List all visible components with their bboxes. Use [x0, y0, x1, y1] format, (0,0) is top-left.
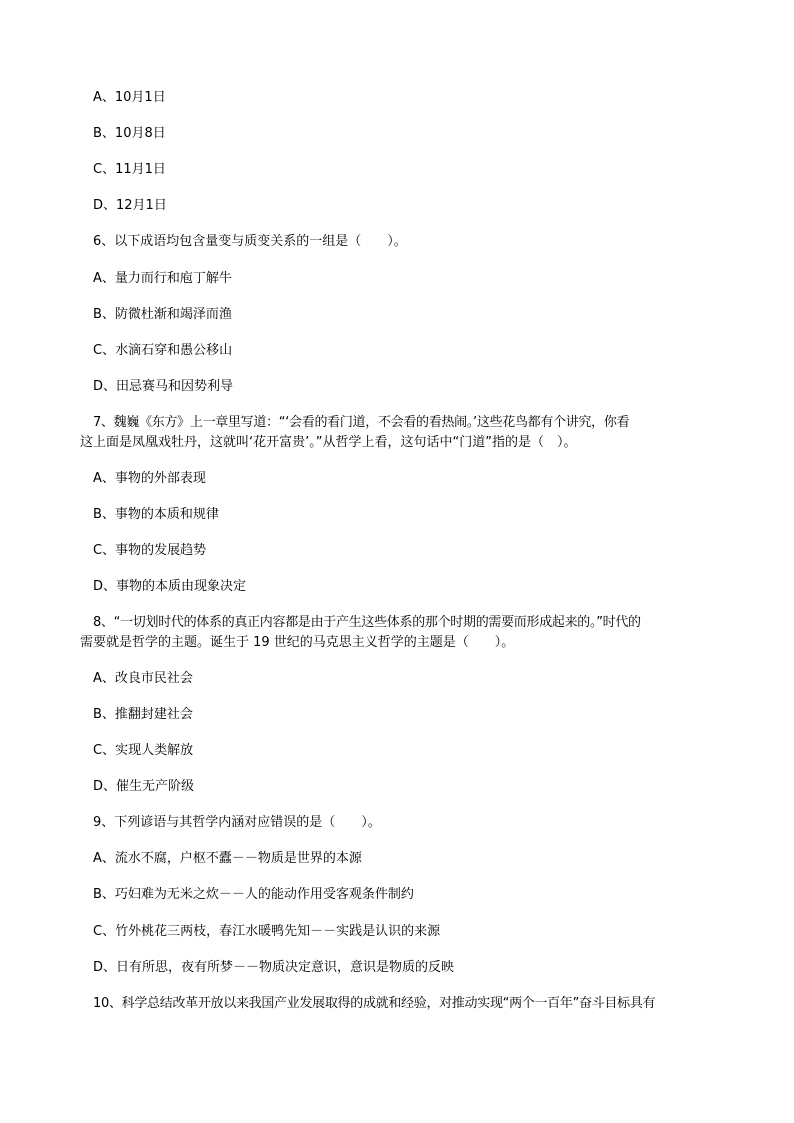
question-text-line1: 8、“一切划时代的体系的真正内容都是由于产生这些体系的那个时期的需要而形成起来的。”时代的: [93, 615, 641, 630]
question-text: 9、下列谚语与其哲学内涵对应错误的是（ ）。: [93, 815, 381, 830]
option-c: C、水滴石穿和愚公移山: [93, 343, 233, 358]
option-b: B、事物的本质和规律: [93, 507, 219, 522]
option-b: B、10月8日: [93, 126, 166, 141]
option-b: B、巧妇难为无米之炊－－人的能动作用受客观条件制约: [93, 887, 414, 902]
question-text-line1: 10、科学总结改革开放以来我国产业发展取得的成就和经验，对推动实现“两个一百年”奋斗目标具有: [93, 996, 656, 1011]
option-d: D、催生无产阶级: [93, 779, 195, 794]
option-a: A、事物的外部表现: [93, 471, 206, 486]
option-b: B、推翻封建社会: [93, 707, 193, 722]
question-text-line2: 需要就是哲学的主题。诞生于 19 世纪的马克思主义哲学的主题是（ ）。: [80, 635, 515, 650]
question-text-line1: 7、魏巍《东方》上一章里写道：“‘会看的看门道，不会看的看热闹。’这些花鸟都有个讲究，你看: [93, 415, 630, 430]
option-c: C、实现人类解放: [93, 743, 194, 758]
option-a: A、流水不腐，户枢不蠹－－物质是世界的本源: [93, 851, 362, 866]
option-d: D、事物的本质由现象决定: [93, 579, 247, 594]
question-text: 6、以下成语均包含量变与质变关系的一组是（ ）。: [93, 234, 407, 249]
option-d: D、12月1日: [93, 198, 167, 213]
option-c: C、11月1日: [93, 162, 166, 177]
option-a: A、改良市民社会: [93, 671, 193, 686]
option-a: A、量力而行和庖丁解牛: [93, 271, 232, 286]
option-d: D、田忌赛马和因势利导: [93, 379, 234, 394]
option-c: C、竹外桃花三两枝，春江水暖鸭先知－－实践是认识的来源: [93, 924, 441, 939]
option-b: B、防微杜渐和竭泽而渔: [93, 307, 232, 322]
option-a: A、10月1日: [93, 90, 166, 105]
option-d: D、日有所思，夜有所梦－－物质决定意识，意识是物质的反映: [93, 960, 455, 975]
question-text-line2: 这上面是凤凰戏牡丹，这就叫‘花开富贵’。”从哲学上看，这句话中“门道”指的是（ ）。: [80, 435, 577, 450]
option-c: C、事物的发展趋势: [93, 543, 207, 558]
